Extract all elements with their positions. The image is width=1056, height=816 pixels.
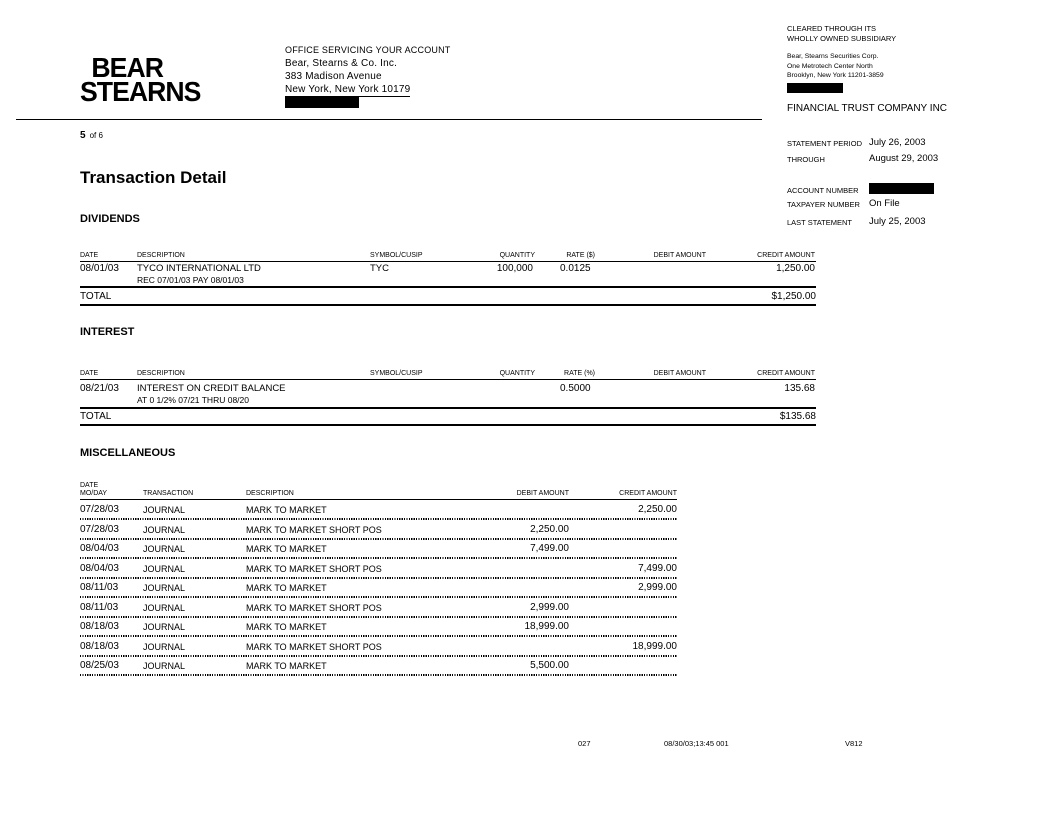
div-total-rule [80,286,816,288]
div-header-rule [80,261,816,262]
last-statement-value: July 25, 2003 [869,216,926,227]
page-title: Transaction Detail [80,168,227,187]
div-col-credit: CREDIT AMOUNT [757,252,815,259]
misc-row-credit: 2,250.00 [638,504,677,515]
misc-header-rule [80,499,677,500]
footer-timestamp: 08/30/03;13:45 001 [664,739,729,748]
div-row-credit: 1,250.00 [776,263,815,274]
through-label: THROUGH [787,155,825,164]
int-col-quantity: QUANTITY [499,370,535,377]
last-statement-label: LAST STATEMENT [787,218,853,227]
int-total-label: TOTAL [80,411,112,422]
page-of-label: of [89,131,97,140]
misc-row-transaction: JOURNAL [143,622,186,632]
page-current: 5 [80,130,86,141]
int-col-credit: CREDIT AMOUNT [757,370,815,377]
div-row-rate: 0.0125 [560,263,591,274]
office-address-line-2: New York, New York 10179 [285,84,411,95]
div-row-description: TYCO INTERNATIONAL LTD [137,263,261,274]
div-col-debit: DEBIT AMOUNT [653,252,706,259]
misc-row-separator [80,635,677,637]
misc-row-description: MARK TO MARKET SHORT POS [246,564,382,574]
office-name: Bear, Stearns & Co. Inc. [285,58,398,69]
statement-period-label: STATEMENT PERIOD [787,139,863,148]
misc-row-date: 07/28/03 [80,524,119,535]
interest-heading: INTEREST [80,326,135,338]
misc-row-description: MARK TO MARKET [246,622,327,632]
misc-row-date: 08/04/03 [80,563,119,574]
int-col-symbol: SYMBOL/CUSIP [370,370,423,377]
misc-row-date: 08/18/03 [80,621,119,632]
misc-row-transaction: JOURNAL [143,603,186,613]
misc-row-credit: 2,999.00 [638,582,677,593]
int-col-date: DATE [80,370,99,377]
div-total-label: TOTAL [80,291,112,302]
page-total: 6 [98,131,103,140]
dividends-heading: DIVIDENDS [80,213,140,225]
div-row-date: 08/01/03 [80,263,119,274]
page-number [80,130,103,141]
redacted-block [285,97,359,108]
int-row-description: INTEREST ON CREDIT BALANCE [137,383,286,394]
misc-row-transaction: JOURNAL [143,564,186,574]
misc-row-description: MARK TO MARKET [246,583,327,593]
misc-row-debit: 18,999.00 [524,621,569,632]
misc-row-debit: 2,999.00 [530,602,569,613]
misc-row-date: 08/18/03 [80,641,119,652]
div-bottom-rule [80,304,816,306]
clearing-firm: Bear, Stearns Securities Corp. [787,53,879,60]
through-value: August 29, 2003 [869,153,939,164]
clearing-block [787,24,947,114]
misc-col-transaction: TRANSACTION [143,490,194,497]
div-col-rate: RATE ($) [566,252,595,259]
office-label: OFFICE SERVICING YOUR ACCOUNT [285,45,451,55]
int-row-description-2: AT 0 1/2% 07/21 THRU 08/20 [137,395,249,405]
misc-row-transaction: JOURNAL [143,642,186,652]
misc-row-debit: 2,250.00 [530,524,569,535]
misc-row-description: MARK TO MARKET [246,661,327,671]
bear-stearns-logo [80,52,201,107]
office-address-line-1: 383 Madison Avenue [285,71,382,82]
misc-row-date: 08/11/03 [80,602,119,613]
int-bottom-rule [80,424,816,426]
int-total-value: $135.68 [779,411,816,422]
misc-heading: MISCELLANEOUS [80,447,176,459]
misc-row-date: 08/11/03 [80,582,119,593]
int-col-description: DESCRIPTION [137,370,185,377]
int-row-date: 08/21/03 [80,383,119,394]
int-row-credit: 135.68 [784,383,815,394]
misc-row-debit: 7,499.00 [530,543,569,554]
redacted-account-number [869,183,934,194]
misc-row-description: MARK TO MARKET SHORT POS [246,525,382,535]
div-row-quantity: 100,000 [496,263,533,274]
int-header-rule [80,379,816,380]
taxpayer-number-label: TAXPAYER NUMBER [787,200,860,209]
misc-row-separator [80,557,677,559]
misc-col-credit: CREDIT AMOUNT [619,490,677,497]
div-col-description: DESCRIPTION [137,252,185,259]
clearing-address-2: Brooklyn, New York 11201-3859 [787,72,884,79]
div-total-value: $1,250.00 [771,291,816,302]
div-col-symbol: SYMBOL/CUSIP [370,252,423,259]
misc-row-date: 07/28/03 [80,504,119,515]
misc-row-separator [80,518,677,520]
account-holder-name: FINANCIAL TRUST COMPANY INC [787,102,948,114]
misc-row-separator [80,577,677,579]
int-total-rule [80,407,816,409]
clearing-address-1: One Metrotech Center North [787,62,873,70]
cleared-line-2: WHOLLY OWNED SUBSIDIARY [787,34,897,43]
statement-period-value: July 26, 2003 [869,137,926,148]
misc-row-transaction: JOURNAL [143,544,186,554]
misc-row-transaction: JOURNAL [143,505,186,515]
misc-row-description: MARK TO MARKET SHORT POS [246,642,382,652]
misc-col-date-top: DATE [80,482,99,489]
header-divider [16,119,762,120]
misc-col-date: MO/DAY [80,490,108,497]
misc-row-date: 08/04/03 [80,543,119,554]
misc-row-description: MARK TO MARKET [246,544,327,554]
logo-line-2: STEARNS [80,76,201,107]
misc-row-separator [80,616,677,618]
misc-row-transaction: JOURNAL [143,583,186,593]
misc-row-separator [80,596,677,598]
misc-row-separator [80,538,677,540]
cleared-line-1: CLEARED THROUGH ITS [787,24,877,33]
misc-row-transaction: JOURNAL [143,661,186,671]
misc-row-separator [80,674,677,676]
div-col-date: DATE [80,252,99,259]
misc-col-debit: DEBIT AMOUNT [516,490,569,497]
redacted-block [787,83,843,93]
misc-col-description: DESCRIPTION [246,490,294,497]
int-col-debit: DEBIT AMOUNT [653,370,706,377]
misc-row-credit: 18,999.00 [632,641,677,652]
misc-row-separator [80,655,677,657]
misc-row-description: MARK TO MARKET SHORT POS [246,603,382,613]
misc-row-transaction: JOURNAL [143,525,186,535]
misc-row-credit: 7,499.00 [638,563,677,574]
taxpayer-number-value: On File [869,198,900,209]
div-col-quantity: QUANTITY [499,252,535,259]
div-row-symbol: TYC [370,263,389,274]
misc-row-date: 08/25/03 [80,660,119,671]
misc-row-description: MARK TO MARKET [246,505,327,515]
footer-code: 027 [578,739,591,748]
logo-line-1: BEAR [91,52,163,83]
misc-row-debit: 5,500.00 [530,660,569,671]
footer-version: V812 [845,739,863,748]
int-col-rate: RATE (%) [564,370,595,377]
div-row-description-2: REC 07/01/03 PAY 08/01/03 [137,275,244,285]
office-address-block [285,44,451,108]
account-number-label: ACCOUNT NUMBER [787,186,859,195]
int-row-rate: 0.5000 [560,383,591,394]
